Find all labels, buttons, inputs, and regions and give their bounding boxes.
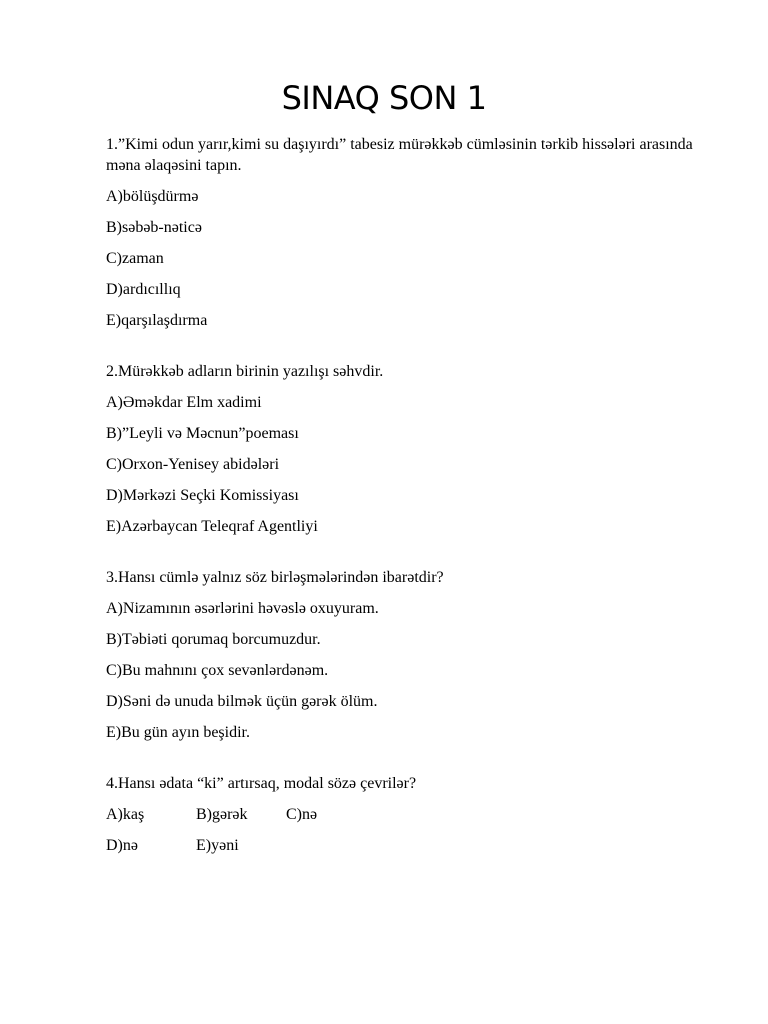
question-spacer — [106, 753, 706, 773]
question-4-option-d: D)nə — [106, 837, 138, 854]
question-3-option-c: C)Bu mahnını çox sevənlərdənəm. — [106, 662, 329, 679]
document-body — [106, 134, 706, 866]
question-spacer — [106, 547, 706, 567]
question-1-option-b: B)səbəb-nəticə — [106, 219, 202, 236]
question-4-option-c: C)nə — [286, 806, 318, 823]
question-2-option-e: E)Azərbaycan Teleqraf Agentliyi — [106, 518, 318, 535]
question-2-option-a: A)Əməkdar Elm xadimi — [106, 394, 262, 411]
question-4 — [106, 773, 706, 856]
question-3-option-a: A)Nizamının əsərlərini həvəslə oxuyuram. — [106, 600, 379, 617]
question-2-text: 2.Mürəkkəb adların birinin yazılışı səhvdir. — [106, 363, 384, 380]
question-2-option-b: B)”Leyli və Məcnun”poeması — [106, 425, 299, 442]
question-1 — [106, 134, 706, 331]
question-4-options-row-2 — [106, 835, 706, 856]
question-2-option-c: C)Orxon-Yenisey abidələri — [106, 456, 280, 473]
question-4-option-b: B)gərək — [196, 806, 248, 823]
question-4-options-row-1 — [106, 804, 706, 825]
question-1-option-c: C)zaman — [106, 250, 164, 267]
question-spacer — [106, 341, 706, 361]
question-3-option-e: E)Bu gün ayın beşidir. — [106, 724, 250, 741]
question-2-option-d: D)Mərkəzi Seçki Komissiyası — [106, 487, 299, 504]
question-3-option-d: D)Səni də unuda bilmək üçün gərək ölüm. — [106, 693, 378, 710]
question-2 — [106, 361, 706, 537]
question-1-option-e: E)qarşılaşdırma — [106, 312, 208, 329]
question-1-option-d: D)ardıcıllıq — [106, 281, 181, 298]
question-4-text: 4.Hansı ədata “ki” artırsaq, modal sözə çevrilər? — [106, 775, 417, 792]
question-1-text: 1.”Kimi odun yarır,kimi su daşıyırdı” tabesiz mürəkkəb cümləsinin tərkib hissələri arasında məna əlaqəsini tapın. — [106, 136, 693, 174]
question-3 — [106, 567, 706, 743]
question-1-option-a: A)bölüşdürmə — [106, 188, 199, 205]
question-4-option-e: E)yəni — [196, 837, 239, 854]
question-3-option-b: B)Təbiəti qorumaq borcumuzdur. — [106, 631, 321, 648]
document-title: SINAQ SON 1 — [281, 79, 487, 117]
question-3-text: 3.Hansı cümlə yalnız söz birləşmələrindən ibarətdir? — [106, 569, 444, 586]
question-4-option-a: A)kaş — [106, 806, 145, 823]
